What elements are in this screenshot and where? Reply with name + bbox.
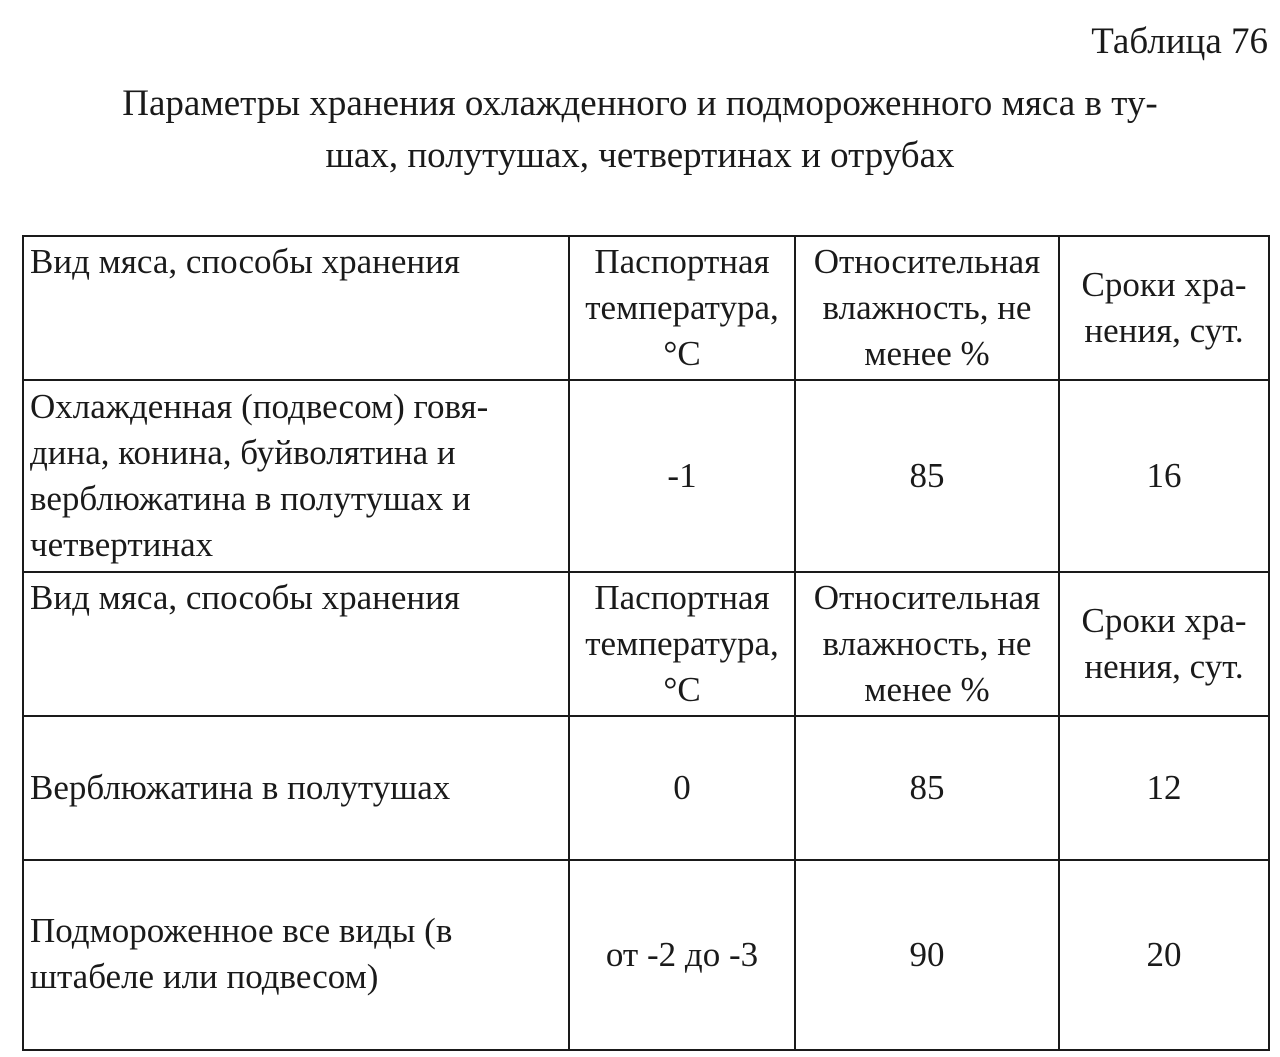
cell-text: штабеле или подвесом) <box>30 957 379 996</box>
cell-storage-days: 20 <box>1059 860 1269 1050</box>
cell-text: дина, конина, буйволятина и <box>30 433 456 472</box>
header-text: Сроки хра- <box>1081 601 1247 640</box>
cell-humidity: 85 <box>795 380 1059 572</box>
header-text: Вид мяса, способы хранения <box>30 242 460 281</box>
header-text: °С <box>663 334 701 373</box>
cell-storage-days: 12 <box>1059 716 1269 860</box>
header-humidity <box>795 236 1059 380</box>
header-storage-days <box>1059 236 1269 380</box>
header-text: менее % <box>864 670 990 709</box>
header-text: влажность, не <box>822 624 1032 663</box>
header-text: Вид мяса, способы хранения <box>30 578 460 617</box>
cell-meat-type <box>23 716 569 860</box>
cell-temperature: от -2 до -3 <box>569 860 795 1050</box>
cell-storage-days: 16 <box>1059 380 1269 572</box>
header-meat-type <box>23 572 569 716</box>
header-text: нения, сут. <box>1084 311 1244 350</box>
header-text: Сроки хра- <box>1081 265 1247 304</box>
header-meat-type <box>23 236 569 380</box>
header-text: температура, <box>585 624 779 663</box>
header-temperature <box>569 236 795 380</box>
table-row <box>23 380 1269 572</box>
header-text: °С <box>663 670 701 709</box>
cell-text: Подмороженное все виды (в <box>30 911 453 950</box>
caption-line: Параметры хранения охлажденного и подмороженного мяса в ту- <box>122 83 1158 124</box>
header-text: Относительная <box>813 242 1041 281</box>
cell-humidity: 90 <box>795 860 1059 1050</box>
cell-text: верблюжатина в полутушах и <box>30 479 471 518</box>
header-humidity <box>795 572 1059 716</box>
table-row <box>23 860 1269 1050</box>
header-text: нения, сут. <box>1084 647 1244 686</box>
header-text: Относительная <box>813 578 1041 617</box>
header-text: температура, <box>585 288 779 327</box>
caption-line: шах, полутушах, четвертинах и отрубах <box>325 135 955 176</box>
table-header-row-repeat <box>23 572 1269 716</box>
table-header-row <box>23 236 1269 380</box>
cell-text: Охлажденная (подвесом) говя- <box>30 387 489 426</box>
header-text: влажность, не <box>822 288 1032 327</box>
cell-temperature: -1 <box>569 380 795 572</box>
cell-meat-type <box>23 860 569 1050</box>
header-text: Паспортная <box>594 578 770 617</box>
cell-temperature: 0 <box>569 716 795 860</box>
cell-text: Верблюжатина в полутушах <box>30 768 451 807</box>
cell-humidity: 85 <box>795 716 1059 860</box>
table-caption <box>20 78 1260 182</box>
table-number: Таблица 76 <box>1091 21 1268 62</box>
table-row <box>23 716 1269 860</box>
cell-text: четвертинах <box>30 525 214 564</box>
header-text: Паспортная <box>594 242 770 281</box>
storage-parameters-table <box>22 235 1270 1051</box>
header-storage-days <box>1059 572 1269 716</box>
header-text: менее % <box>864 334 990 373</box>
header-temperature <box>569 572 795 716</box>
cell-meat-type <box>23 380 569 572</box>
